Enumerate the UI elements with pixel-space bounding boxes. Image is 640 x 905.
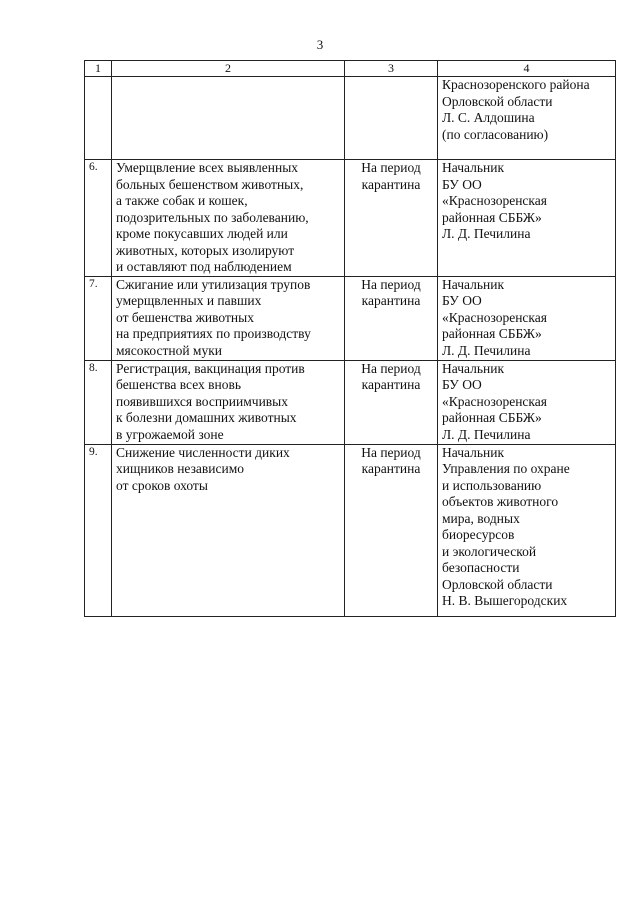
table-row xyxy=(85,77,616,160)
responsible-cell-line: БУ ОО xyxy=(442,293,482,308)
measure-cell-line: хищников независимо xyxy=(116,461,245,476)
responsible-cell-line: Начальник xyxy=(442,360,505,376)
measure-cell xyxy=(112,77,345,160)
measure-cell-line: Сжигание или утилизация трупов xyxy=(116,276,311,292)
responsible-cell-line: БУ ОО xyxy=(442,377,482,392)
term-cell-line: карантина xyxy=(361,293,421,308)
measure-cell-line: в угрожаемой зоне xyxy=(116,426,224,442)
header-cell-measure: 2 xyxy=(112,61,345,77)
table-header-row xyxy=(85,61,616,77)
term-cell-line: На период xyxy=(361,160,421,175)
term-cell-line: На период xyxy=(361,444,421,460)
measure-cell-line: к болезни домашних животных xyxy=(116,410,297,425)
table-row xyxy=(85,276,616,360)
measure-cell-line: бешенства всех вновь xyxy=(116,377,242,392)
responsible-cell-line: и экологической xyxy=(442,543,537,559)
responsible-cell-line: Краснозоренского района xyxy=(442,77,590,92)
responsible-cell-line: Орловской области xyxy=(442,576,553,592)
responsible-cell-line: Л. С. Алдошина xyxy=(442,110,535,125)
responsible-cell-line: Н. В. Вышегородских xyxy=(442,593,568,608)
responsible-cell xyxy=(438,276,616,360)
measure-cell-line: на предприятиях по производству xyxy=(116,326,311,341)
responsible-cell-line: Орловской области xyxy=(442,93,553,109)
row-number: 9. xyxy=(85,444,112,616)
term-cell-line: карантина xyxy=(361,176,421,192)
responsible-cell-line: (по согласованию) xyxy=(442,126,549,142)
row-number xyxy=(85,77,112,160)
row-number: 8. xyxy=(85,360,112,444)
measure-cell-line: от бешенства животных xyxy=(116,309,254,325)
measure-cell-line: и оставляют под наблюдением xyxy=(116,259,292,274)
measure-cell-line: от сроков охоты xyxy=(116,477,208,493)
responsible-cell xyxy=(438,444,616,616)
responsible-cell-line: БУ ОО xyxy=(442,176,482,192)
responsible-cell-line: Начальник xyxy=(442,444,505,460)
responsible-cell-line: районная СББЖ» xyxy=(442,209,542,225)
responsible-cell-line: районная СББЖ» xyxy=(442,326,542,341)
measure-cell xyxy=(112,360,345,444)
term-cell xyxy=(345,276,438,360)
measure-cell xyxy=(112,444,345,616)
responsible-cell xyxy=(438,77,616,160)
measure-cell-line: больных бешенством животных, xyxy=(116,176,304,192)
row-number: 6. xyxy=(85,160,112,277)
header-cell-responsible: 4 xyxy=(438,61,616,77)
responsible-cell-line: «Краснозоренская xyxy=(442,309,547,325)
term-cell xyxy=(345,160,438,277)
measure-cell-line: Снижение численности диких xyxy=(116,444,290,460)
term-cell-line: На период xyxy=(361,360,421,376)
measure-cell-line: мясокостной муки xyxy=(116,342,222,358)
row-number: 7. xyxy=(85,276,112,360)
header-cell-term: 3 xyxy=(345,61,438,77)
responsible-cell-line: «Краснозоренская xyxy=(442,193,547,208)
responsible-cell xyxy=(438,360,616,444)
term-cell xyxy=(345,444,438,616)
term-cell-line: карантина xyxy=(361,377,421,392)
responsible-cell-line: районная СББЖ» xyxy=(442,410,542,425)
table-row xyxy=(85,360,616,444)
term-cell-line: На период xyxy=(361,276,421,292)
responsible-cell-line: Л. Д. Печилина xyxy=(442,226,531,241)
responsible-cell-line: безопасности xyxy=(442,560,520,575)
term-cell xyxy=(345,77,438,160)
responsible-cell-line: биоресурсов xyxy=(442,527,515,542)
measure-cell-line: животных, которых изолируют xyxy=(116,242,295,258)
responsible-cell-line: Управления по охране xyxy=(442,461,570,476)
table-row xyxy=(85,444,616,616)
measure-cell-line: подозрительных по заболеванию, xyxy=(116,209,309,225)
responsible-cell-line: мира, водных xyxy=(442,510,520,526)
measure-cell xyxy=(112,160,345,277)
term-cell-line: карантина xyxy=(361,461,421,476)
responsible-cell-line: Начальник xyxy=(442,160,505,175)
measure-cell-line: появившихся восприимчивых xyxy=(116,393,288,409)
responsible-cell xyxy=(438,160,616,277)
responsible-cell-line: Л. Д. Печилина xyxy=(442,342,531,358)
responsible-cell-line: объектов животного xyxy=(442,494,559,509)
measures-table xyxy=(84,60,616,617)
responsible-cell-line: «Краснозоренская xyxy=(442,393,547,409)
responsible-cell-line: и использованию xyxy=(442,477,542,493)
table-row xyxy=(85,160,616,277)
measure-cell-line: Умерщвление всех выявленных xyxy=(116,160,299,175)
page-number: 3 xyxy=(316,37,324,52)
responsible-cell-line: Л. Д. Печилина xyxy=(442,426,531,442)
responsible-cell-line: Начальник xyxy=(442,276,505,292)
term-cell xyxy=(345,360,438,444)
measure-cell-line: а также собак и кошек, xyxy=(116,193,248,208)
measure-cell-line: Регистрация, вакцинация против xyxy=(116,360,305,376)
measure-cell-line: кроме покусавших людей или xyxy=(116,226,288,241)
header-cell-number: 1 xyxy=(85,61,112,77)
measure-cell xyxy=(112,276,345,360)
measure-cell-line: умерщвленных и павших xyxy=(116,293,262,308)
